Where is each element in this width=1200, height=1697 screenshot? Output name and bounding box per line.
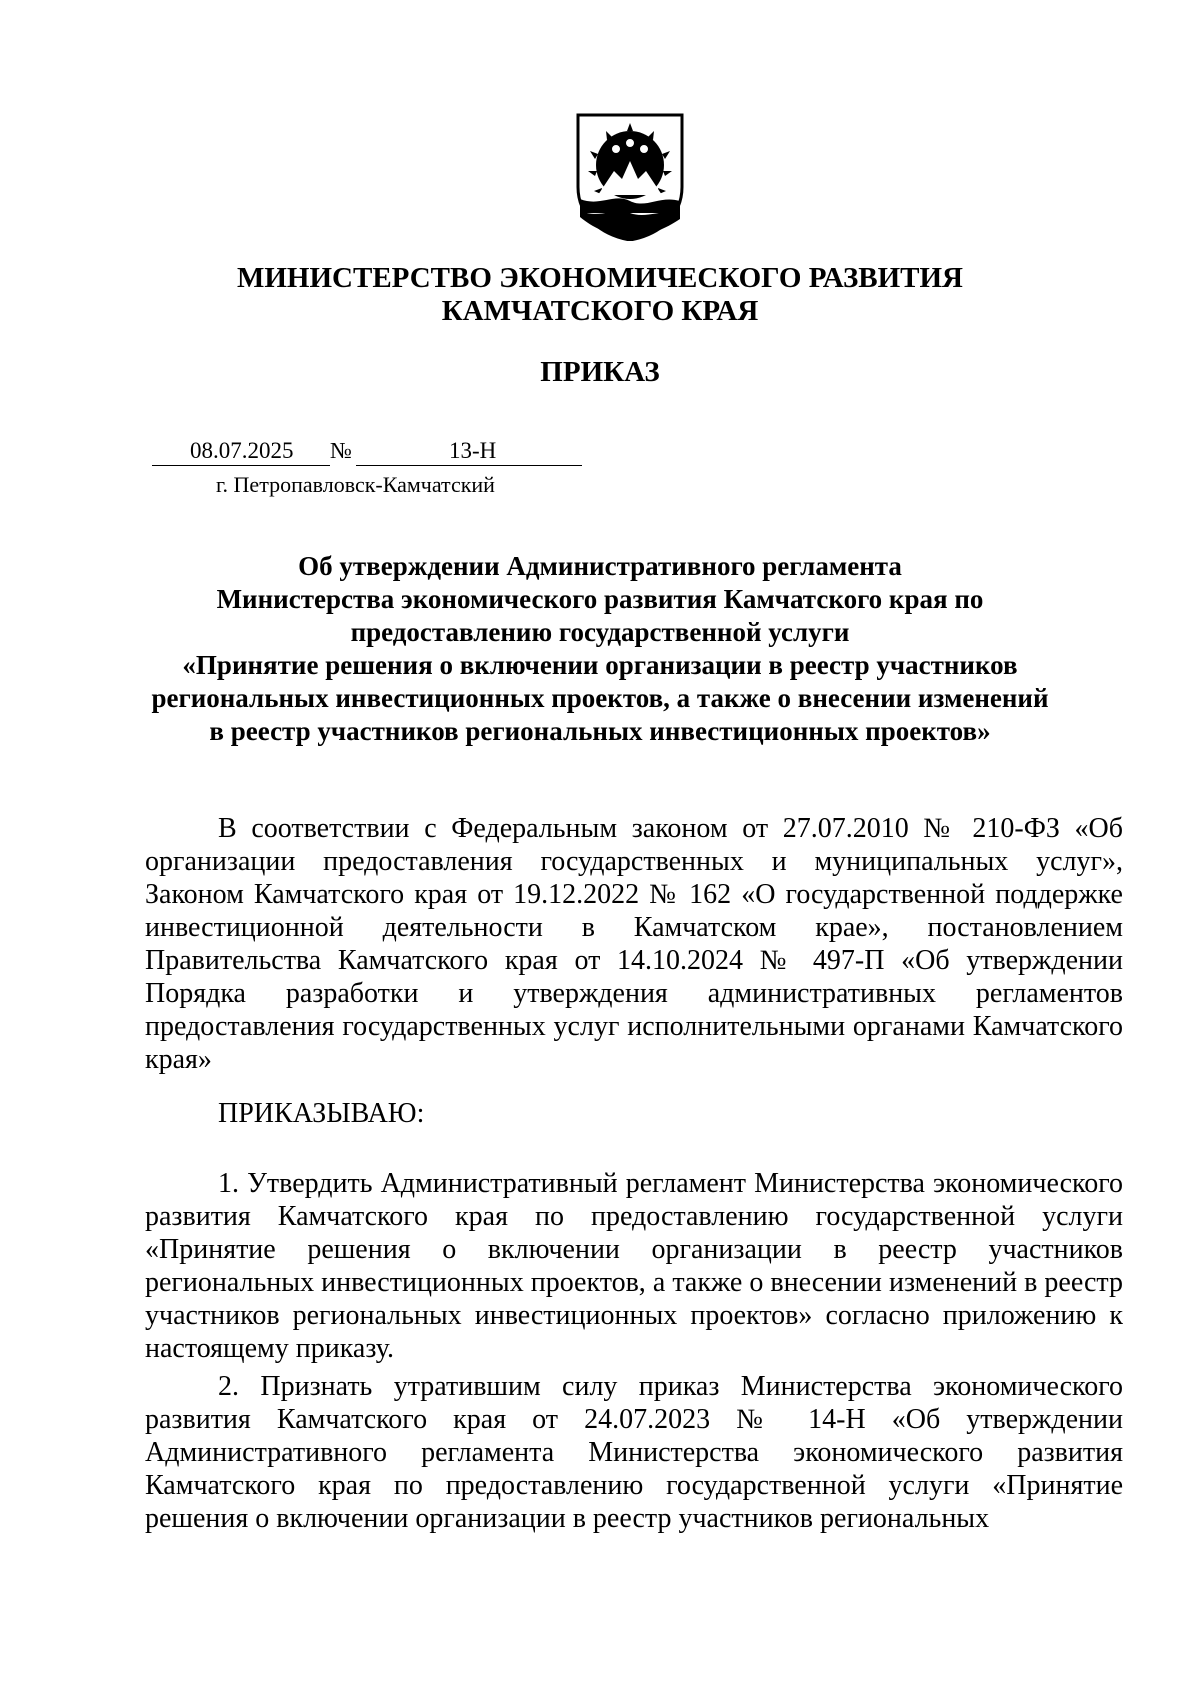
ministry-name-line1: МИНИСТЕРСТВО ЭКОНОМИЧЕСКОГО РАЗВИТИЯ bbox=[237, 262, 963, 294]
subject-line: Министерства экономического развития Камчатского края по bbox=[216, 584, 984, 614]
item-1-section bbox=[145, 1167, 1123, 1365]
order-item-1: 1. Утвердить Административный регламент Министерства экономического развития Камчатского края по предоставлению государственной услуги «Принятие решения о включении организации в реестр участников региональных инвестиционных проектов, а также о внесении изменений в реестр участников региональных инвестиционных проектов» согласно приложению к настоящему приказу. bbox=[145, 1168, 1123, 1364]
item-2-section bbox=[145, 1370, 1123, 1535]
subject-line: Об утверждении Административного регламента bbox=[298, 551, 902, 581]
issue-city: г. Петропавловск-Камчатский bbox=[216, 472, 495, 497]
ordering-clause: ПРИКАЗЫВАЮ: bbox=[218, 1098, 425, 1129]
subject-line: «Принятие решения о включении организации в реестр участников bbox=[182, 650, 1018, 680]
preamble-paragraph: В соответствии с Федеральным законом от 27.07.2010 № 210-ФЗ «Об организации предоставления государственных и муниципальных услуг», Законом Камчатского края от 19.12.2022 № 162 «О государственной поддержке инвестиционной деятельности в Камчатском крае», постановлением Правительства Камчатского края от 14.10.2024 № 497-П «Об утверждении Порядка разработки и утверждения административных регламентов предоставления государственных услуг исполнительными органами Камчатского края» bbox=[145, 813, 1123, 1075]
document-type: ПРИКАЗ bbox=[540, 356, 660, 388]
order-item-2: 2. Признать утратившим силу приказ Министерства экономического развития Камчатского края от 24.07.2023 № 14-Н «Об утверждении Административного регламента Министерства экономического развития Камчатского края по предоставлению государственной услуги «Принятие решения о включении организации в реестр участников региональных bbox=[145, 1371, 1123, 1534]
subject-line: предоставлению государственной услуги bbox=[350, 617, 850, 647]
order-details bbox=[152, 438, 592, 498]
order-subject bbox=[130, 550, 1070, 748]
subject-line: в реестр участников региональных инвестиционных проектов» bbox=[209, 716, 991, 746]
date-underline bbox=[152, 465, 330, 466]
subject-line: региональных инвестиционных проектов, а также о внесении изменений bbox=[151, 683, 1049, 713]
kamchatka-coat-of-arms-emblem bbox=[576, 113, 684, 241]
order-date: 08.07.2025 bbox=[190, 438, 294, 463]
number-underline bbox=[356, 465, 582, 466]
number-sign: № bbox=[330, 438, 352, 463]
ministry-name-line2: КАМЧАТСКОГО КРАЯ bbox=[441, 295, 759, 327]
order-number: 13-Н bbox=[449, 438, 497, 463]
ministry-name bbox=[0, 262, 1200, 328]
preamble-section bbox=[145, 812, 1123, 1076]
